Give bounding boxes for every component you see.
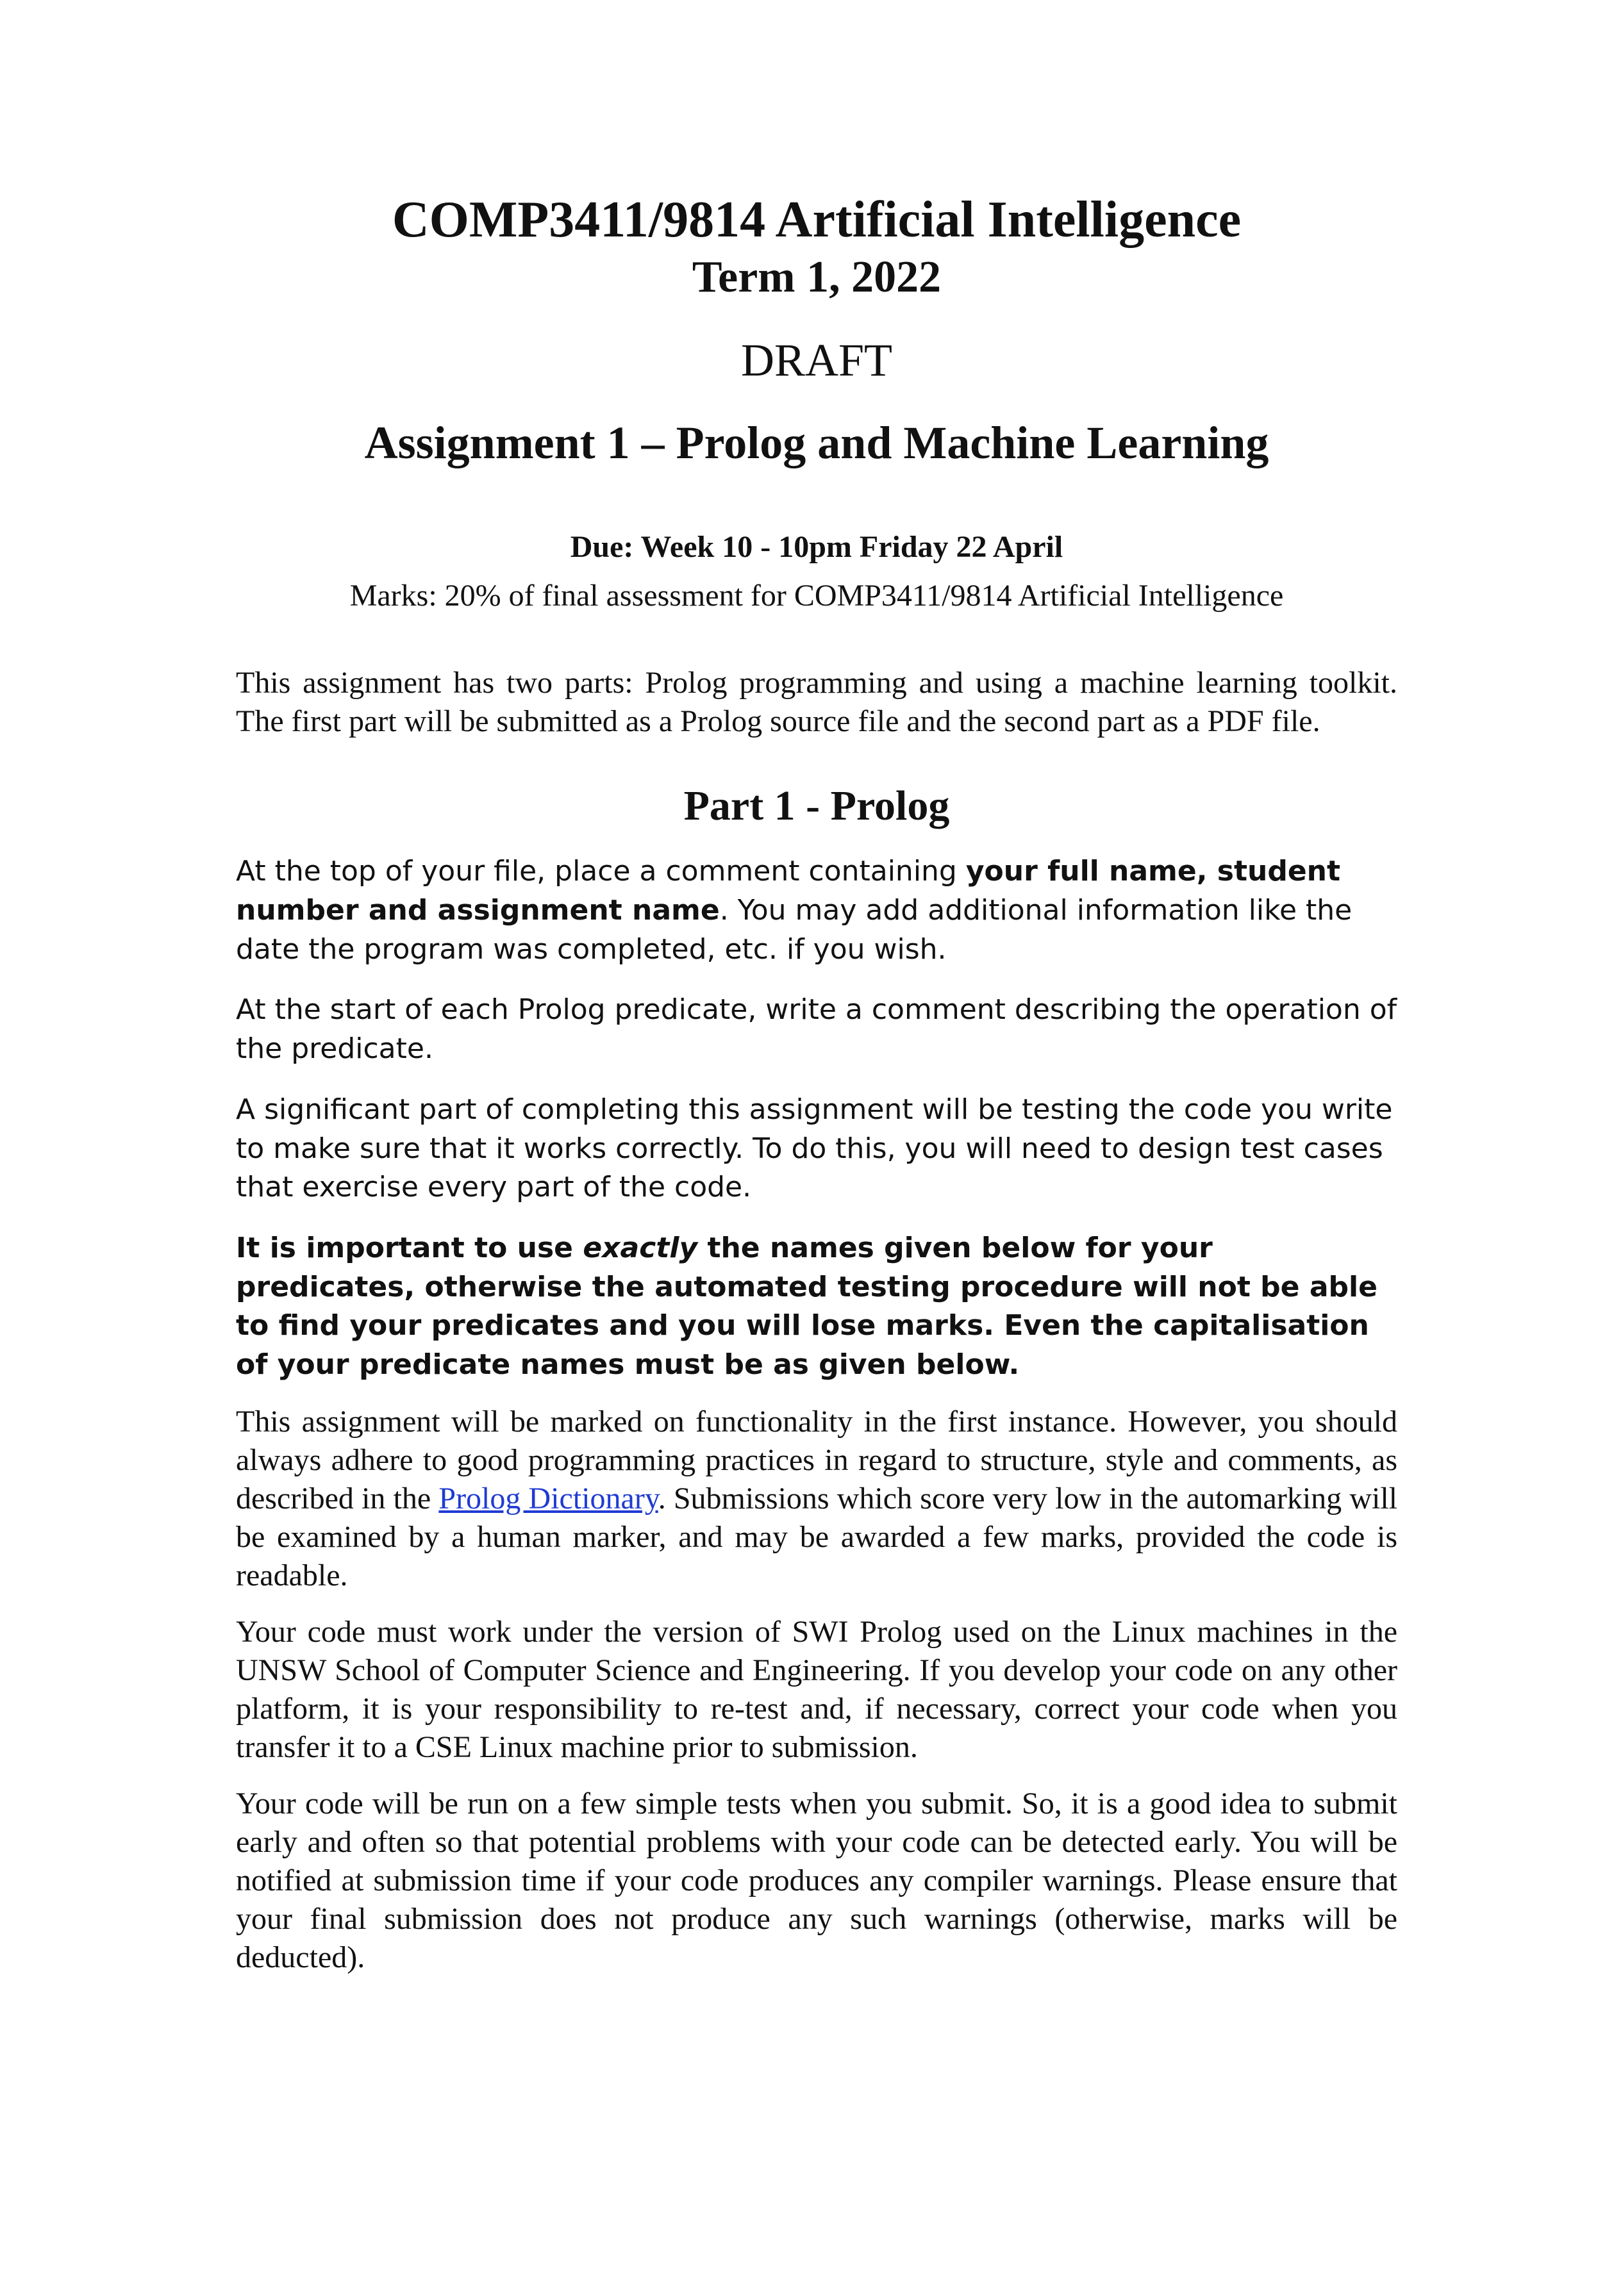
part-1-heading: Part 1 - Prolog xyxy=(683,782,950,830)
marking-paragraph-prefix: This assignment will be marked on functionality in the first instance. However, you should always adhere to good programming practices in regard to structure, style and comments, as described in the xyxy=(236,1404,1397,1516)
document-header xyxy=(236,192,1397,614)
naming-warning-paragraph xyxy=(236,1229,1397,1385)
naming-warning-prefix: It is important to use xyxy=(236,1231,583,1264)
marking-paragraph xyxy=(236,1403,1397,1595)
prolog-dictionary-link[interactable]: Prolog Dictionary xyxy=(438,1481,658,1516)
intro-paragraph: This assignment has two parts: Prolog programming and using a machine learning toolkit. The first part will be submitted as a Prolog source file and the second part as a PDF file. xyxy=(236,666,1397,739)
environment-paragraph: Your code must work under the version of SWI Prolog used on the Linux machines in the UNSW School of Computer Science and Engineering. If you develop your code on any other platform, it is your responsibility to re-test and, if necessary, correct your code when you transfer it to a CSE Linux machine prior to submission. xyxy=(236,1614,1397,1764)
comment-instructions-prefix: At the top of your file, place a comment containing xyxy=(236,855,966,888)
assignment-title: Assignment 1 – Prolog and Machine Learning xyxy=(364,417,1269,468)
comment-instructions-suffix: . You may add additional information like the date the program was completed, etc. if you wish. xyxy=(236,893,1352,966)
comment-instructions-paragraph xyxy=(236,852,1397,969)
marking-paragraph-suffix: . Submissions which score very low in the automarking will be examined by a human marker, and may be awarded a few marks, provided the code is readable. xyxy=(236,1481,1398,1592)
testing-paragraph: A significant part of completing this assignment will be testing the code you write to make sure that it works correctly. To do this, you will need to design test cases that exercise every part of the code. xyxy=(236,1093,1393,1204)
due-date: Due: Week 10 - 10pm Friday 22 April xyxy=(570,530,1063,565)
marks-info: Marks: 20% of final assessment for COMP3411/9814 Artificial Intelligence xyxy=(349,578,1284,613)
predicate-comment-paragraph: At the start of each Prolog predicate, write a comment describing the operation of the predicate. xyxy=(236,993,1397,1066)
course-title: COMP3411/9814 Artificial Intelligence xyxy=(392,192,1242,248)
naming-warning-emphasis: exactly xyxy=(583,1231,698,1264)
submission-tests-paragraph: Your code will be run on a few simple tests when you submit. So, it is a good idea to submit early and often so that potential problems with your code can be detected early. You will be notified at submission time if your code produces any compiler warnings. Please ensure that your final submission does not produce any such warnings (otherwise, marks will be deducted). xyxy=(236,1786,1397,1974)
document-content xyxy=(236,192,1397,1977)
comment-instructions-bold: your full name, student number and assignment name xyxy=(236,855,1341,927)
naming-warning-suffix: the names given below for your predicates, otherwise the automated testing procedure will not be able to find your predicates and you will lose marks. Even the capitalisation of your predicate names must be as given below. xyxy=(236,1231,1377,1382)
draft-label: DRAFT xyxy=(740,334,893,386)
term-label: Term 1, 2022 xyxy=(692,252,942,302)
